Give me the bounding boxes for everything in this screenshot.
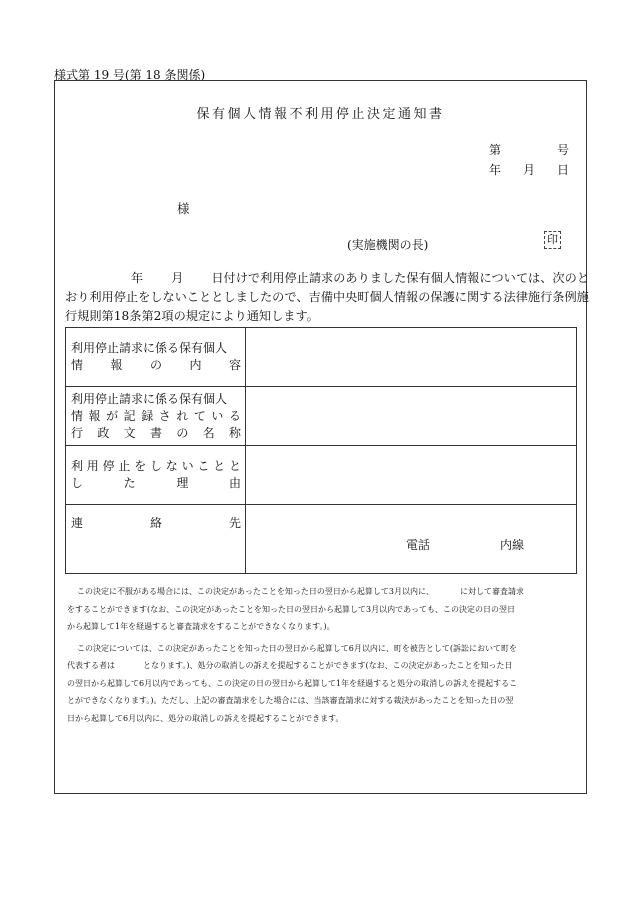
label-char: 停 — [102, 459, 115, 473]
label-char: 政 — [97, 425, 110, 440]
label-char: 称 — [228, 425, 241, 440]
appeal-notes — [67, 583, 587, 731]
notes-paragraph-1 — [67, 583, 587, 636]
row-label-contact — [66, 505, 246, 574]
label-char: 止 — [118, 459, 131, 473]
label-char: 理 — [176, 476, 189, 490]
label-char: 内 — [189, 358, 202, 372]
notes-line: をすることができます(なお、この決定があったことを知った日の翌日から起算して3月以内であっても、この決定の日の翌日 — [67, 604, 516, 614]
notes-text: 代表する者は — [67, 661, 115, 670]
row-label-document — [66, 387, 246, 446]
label-char: の — [149, 358, 162, 372]
label-line-justified — [71, 458, 241, 475]
date-day: 日 — [556, 163, 569, 177]
notes-paragraph-2 — [67, 640, 587, 728]
label-char: の — [176, 425, 189, 440]
label-char: 由 — [228, 476, 241, 490]
table-row — [66, 387, 577, 446]
body-month: 月 — [171, 271, 184, 285]
number-go: 号 — [556, 143, 569, 157]
label-line-justified — [71, 357, 241, 374]
form-number-label: 様式第 19 号(第 18 条関係) — [54, 68, 206, 82]
label-char: 記 — [123, 408, 136, 423]
label-char: 容 — [228, 358, 241, 372]
info-table — [65, 327, 577, 574]
label-char: い — [211, 408, 224, 423]
label-line: 利用停止請求に係る保有個人 — [71, 341, 228, 355]
label-char: 報 — [110, 358, 123, 372]
seal-mark: 印 — [544, 231, 561, 249]
label-char: れ — [176, 408, 189, 423]
form-frame — [54, 80, 587, 794]
table-row — [66, 446, 577, 505]
label-char: 用 — [86, 459, 99, 473]
label-line: 利用停止請求に係る保有個人 — [71, 391, 228, 406]
notes-line: から起算して1年を経過すると審査請求をすることができなくなります。)。 — [67, 622, 335, 631]
label-line-justified — [71, 408, 241, 425]
label-char: が — [106, 408, 119, 423]
body-line-1-rest: 日付けで利用停止請求のありました保有個人情報については、次のと — [211, 271, 589, 285]
extension-label: 内線 — [500, 538, 525, 552]
notice-body — [65, 269, 589, 326]
label-line-justified — [71, 515, 241, 532]
notes-text: この決定に不服がある場合には、この決定があったことを知った日の翌日から起算して3月以内に、 — [77, 587, 435, 596]
contact-info — [246, 510, 576, 568]
label-char: な — [165, 459, 178, 473]
label-char: 先 — [228, 516, 241, 530]
document-number — [489, 141, 569, 158]
label-char: 連 — [71, 516, 84, 530]
notes-line: 日から起算して6月以内に、処分の取消しの訴えを提起することができます。 — [67, 713, 344, 723]
date-month: 月 — [522, 163, 535, 177]
label-char: 報 — [88, 408, 101, 423]
telephone-label: 電話 — [406, 538, 431, 552]
label-char: た — [123, 476, 136, 490]
body-line-1 — [65, 269, 589, 288]
label-char: 文 — [123, 425, 136, 440]
notes-text: となります。)、処分の取消しの訴えを提起することができます(なお、この決定があったことを知った日 — [143, 661, 513, 670]
content-field[interactable] — [246, 328, 577, 387]
label-char: 書 — [149, 425, 162, 440]
label-char: て — [193, 408, 206, 423]
notes-line — [67, 583, 587, 601]
contact-field[interactable] — [246, 505, 577, 574]
row-label-reason — [66, 446, 246, 505]
label-char: 情 — [71, 358, 84, 372]
document-name-field[interactable] — [246, 387, 577, 446]
document-date — [489, 161, 569, 178]
label-char: 行 — [71, 425, 84, 440]
label-char: と — [213, 459, 226, 473]
label-char: い — [181, 459, 194, 473]
label-char: と — [228, 459, 241, 473]
body-line-2: おり利用停止をしないこととしましたので、吉備中央町個人情報の保護に関する法律施行条例施 — [65, 290, 589, 304]
recipient-honorific: 様 — [177, 201, 190, 216]
page-title: 保有個人情報不利用停止決定通知書 — [196, 107, 445, 122]
label-line-justified — [71, 475, 241, 492]
table-row — [66, 328, 577, 387]
organization-head: (実施機関の長) — [347, 238, 429, 252]
date-year: 年 — [489, 163, 502, 177]
number-dai: 第 — [489, 143, 502, 157]
label-char: さ — [158, 408, 171, 423]
notes-line — [67, 657, 587, 675]
body-year: 年 — [131, 271, 144, 285]
label-char: し — [71, 476, 84, 490]
notes-line: この決定については、この決定があったことを知った日の翌日から起算して6月以内に、町を被告として(訴訟において町を — [77, 643, 517, 653]
notes-line: とができなくなります。)。ただし、上記の審査請求をした場合には、当該審査請求に対する裁決があったことを知った日の翌 — [67, 696, 514, 705]
label-char: 情 — [71, 408, 84, 423]
label-line-justified — [71, 425, 241, 442]
label-char: を — [134, 459, 147, 473]
body-line-3: 行規則第18条第2項の規定により通知します。 — [65, 309, 319, 323]
notes-line: の翌日から起算して6月以内であっても、この決定の日の翌日から起算して1年を経過すると処分の取消しの訴えを提起するこ — [67, 678, 518, 688]
label-char: し — [149, 459, 162, 473]
label-char: 録 — [141, 408, 154, 423]
row-label-content — [66, 328, 246, 387]
label-char: 名 — [202, 425, 215, 440]
label-char: る — [228, 408, 241, 423]
table-row — [66, 505, 577, 574]
label-char: 絡 — [149, 516, 162, 530]
label-char: こ — [197, 459, 210, 473]
reason-field[interactable] — [246, 446, 577, 505]
notes-text: に対して審査請求 — [460, 587, 525, 596]
label-char: 利 — [71, 459, 84, 473]
